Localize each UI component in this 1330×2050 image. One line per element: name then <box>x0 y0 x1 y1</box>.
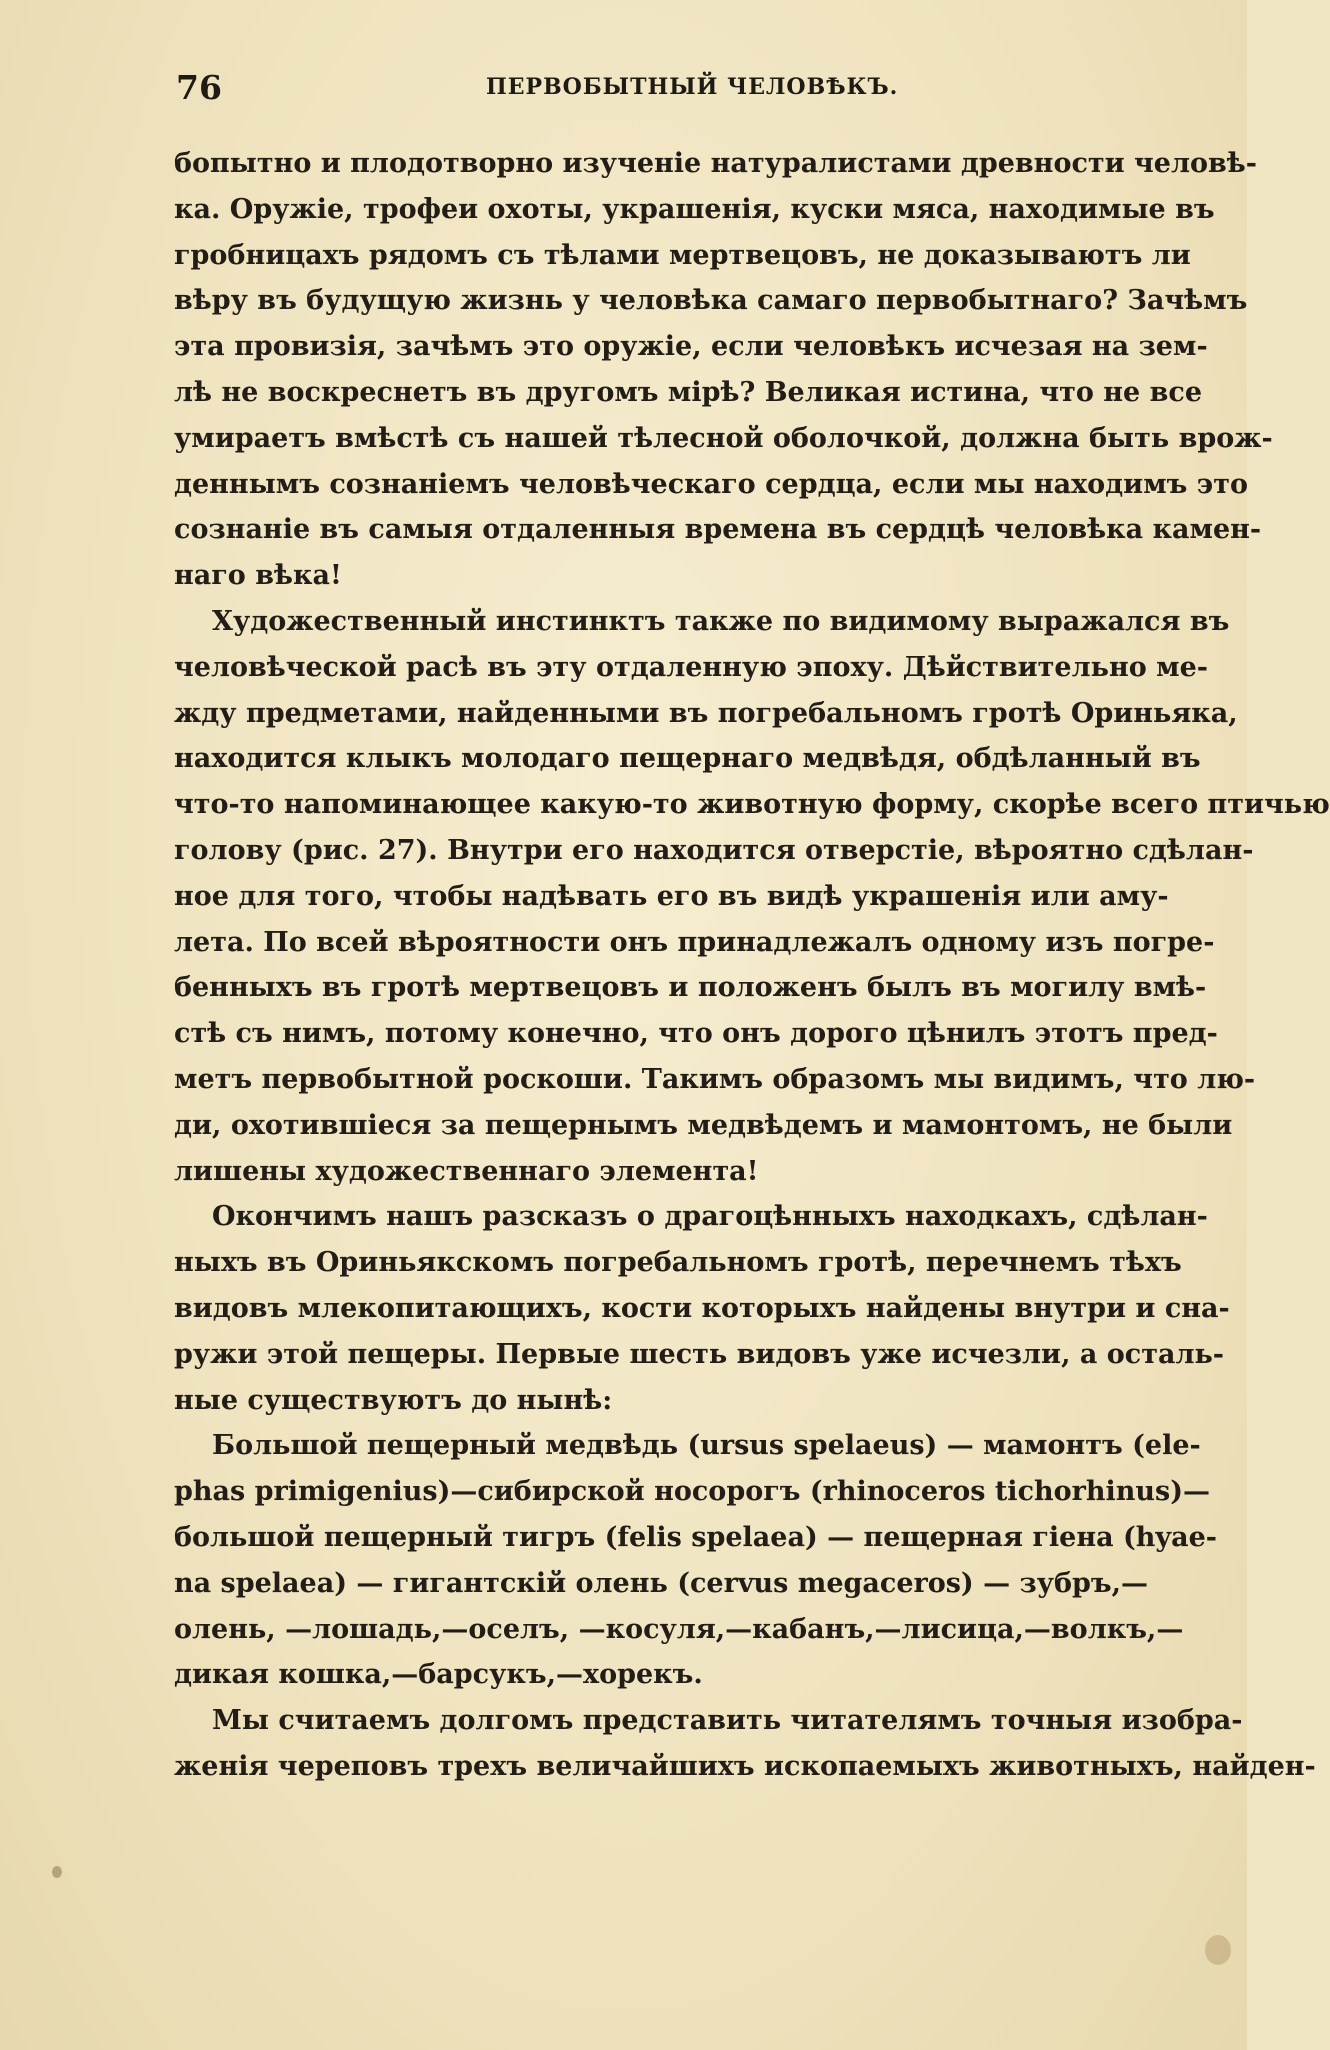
text-line: метъ первобытной роскоши. Такимъ образомъ мы видимъ, что лю- <box>174 1063 1256 1095</box>
text-line: Мы считаемъ долгомъ представить читателямъ точныя изобра- <box>212 1705 1243 1737</box>
paragraph <box>174 1698 1316 1790</box>
text-line: лета. По всей вѣроятности онъ принадлежалъ одному изъ погре- <box>174 926 1215 958</box>
text-line: голову (рис. 27). Внутри его находится отверстіе, вѣроятно сдѣлан- <box>174 834 1254 866</box>
text-line: деннымъ сознаніемъ человѣческаго сердца, если мы находимъ это <box>174 468 1248 500</box>
text-line: эта провизія, зачѣмъ это оружіе, если человѣкъ исчезая на зем- <box>174 331 1208 363</box>
text-line: na spelaea) — гигантскій олень (cervus megaceros) — зубръ,— <box>174 1567 1149 1599</box>
text-line: Окончимъ нашъ разсказъ о драгоцѣнныхъ находкахъ, сдѣлан- <box>212 1201 1208 1233</box>
text-line: олень, —лошадь,—оселъ, —косуля,—кабанъ,—лисица,—волкъ,— <box>174 1613 1184 1645</box>
paragraph <box>174 1423 1217 1698</box>
text-line: вѣру въ будущую жизнь у человѣка самаго первобытнаго? Зачѣмъ <box>174 285 1248 317</box>
text-line: лѣ не воскреснетъ въ другомъ мірѣ? Великая истина, что не все <box>174 376 1202 408</box>
text-line: phas primigenius)—сибирской носорогъ (rhinoceros tichorhinus)— <box>174 1476 1210 1508</box>
paper-stain <box>1205 1935 1231 1965</box>
running-title: ПЕРВОБЫТНЫЙ ЧЕЛОВѢКЪ. <box>486 74 899 100</box>
text-line: ди, охотившіеся за пещернымъ медвѣдемъ и мамонтомъ, не были <box>174 1109 1233 1141</box>
text-line: стѣ съ нимъ, потому конечно, что онъ дорого цѣнилъ этотъ пред- <box>174 1018 1218 1050</box>
paragraph <box>174 141 1273 599</box>
text-line: бенныхъ въ гротѣ мертвецовъ и положенъ былъ въ могилу вмѣ- <box>174 972 1207 1004</box>
text-line: гробницахъ рядомъ съ тѣлами мертвецовъ, не доказываютъ ли <box>174 239 1191 271</box>
page-header <box>176 68 1136 112</box>
text-line: что-то напоминающее какую-то животную форму, скорѣе всего птичью <box>174 789 1330 821</box>
text-line: дикая кошка,—барсукъ,—хорекъ. <box>174 1659 703 1691</box>
text-line: сознаніе въ самыя отдаленныя времена въ сердцѣ человѣка камен- <box>174 514 1262 546</box>
text-line: ка. Оружіе, трофеи охоты, украшенія, куски мяса, находимые въ <box>174 193 1215 225</box>
paragraph <box>174 1194 1230 1423</box>
text-line: бопытно и плодотворно изученіе натуралистами древности человѣ- <box>174 148 1257 179</box>
text-line: женія череповъ трехъ величайшихъ ископаемыхъ животныхъ, найден- <box>174 1750 1316 1782</box>
text-line: видовъ млекопитающихъ, кости которыхъ найдены внутри и сна- <box>174 1292 1230 1324</box>
text-line: Большой пещерный медвѣдь (ursus spelaeus) — мамонтъ (ele- <box>212 1430 1201 1462</box>
paper-stain <box>52 1866 62 1878</box>
text-line: большой пещерный тигръ (felis spelaea) — пещерная гіена (hyae- <box>174 1521 1217 1553</box>
text-line: ружи этой пещеры. Первые шесть видовъ уже исчезли, а осталь- <box>174 1338 1225 1370</box>
text-line: умираетъ вмѣстѣ съ нашей тѣлесной оболочкой, должна быть врож- <box>174 422 1273 454</box>
paragraph <box>174 599 1330 1194</box>
text-line: наго вѣка! <box>174 560 342 592</box>
text-line: ное для того, чтобы надѣвать его въ видѣ украшенія или аму- <box>174 880 1169 912</box>
text-line: находится клыкъ молодаго пещернаго медвѣдя, обдѣланный въ <box>174 743 1201 775</box>
text-line: лишены художественнаго элемента! <box>174 1155 759 1187</box>
text-line: ные существуютъ до нынѣ: <box>174 1384 613 1416</box>
text-line: жду предметами, найденными въ погребальномъ гротѣ Ориньяка, <box>174 697 1238 729</box>
text-line: человѣческой расѣ въ эту отдаленную эпоху. Дѣйствительно ме- <box>174 651 1208 683</box>
text-line: ныхъ въ Ориньякскомъ погребальномъ гротѣ, перечнемъ тѣхъ <box>174 1247 1182 1279</box>
body-text <box>174 141 1330 1790</box>
text-line: Художественный инстинктъ также по видимому выражался въ <box>212 605 1230 637</box>
page-number: 76 <box>176 68 222 107</box>
